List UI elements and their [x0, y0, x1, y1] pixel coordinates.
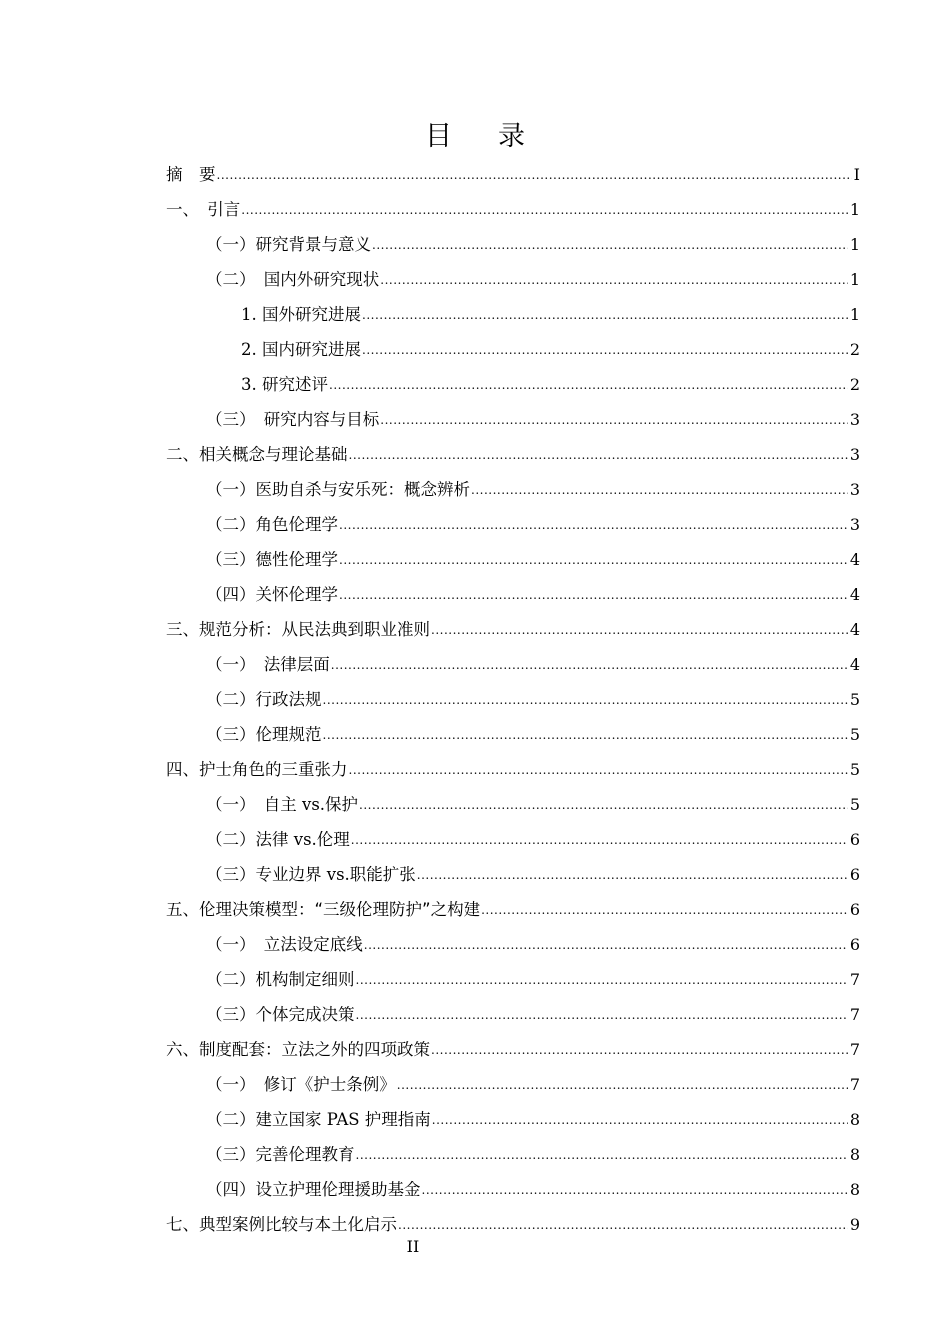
toc-dot-leader — [323, 718, 848, 753]
toc-dot-leader — [356, 963, 848, 998]
toc-entry-page: 4 — [849, 620, 860, 639]
toc-entry[interactable] — [166, 1067, 860, 1102]
toc-entry-label: （一） 立法设定底线 — [206, 935, 363, 954]
toc-entry[interactable] — [166, 612, 860, 647]
page-number: II — [406, 1237, 420, 1256]
toc-dot-leader — [380, 403, 848, 438]
toc-entry-label: （三）德性伦理学 — [206, 550, 338, 569]
table-of-contents — [166, 157, 860, 1242]
toc-dot-leader — [241, 193, 848, 228]
toc-entry-label: （四）关怀伦理学 — [206, 585, 338, 604]
toc-dot-leader — [323, 683, 848, 718]
toc-dot-leader — [339, 543, 848, 578]
toc-entry[interactable] — [166, 332, 860, 367]
toc-entry[interactable] — [166, 577, 860, 612]
toc-entry-page: 9 — [849, 1215, 860, 1234]
toc-entry[interactable] — [166, 1032, 860, 1067]
toc-entry-label: 摘 要 — [166, 165, 216, 184]
toc-entry-label: （三）完善伦理教育 — [206, 1145, 355, 1164]
toc-entry-page: 3 — [849, 410, 860, 429]
toc-dot-leader — [349, 438, 848, 473]
toc-entry-label: （一）研究背景与意义 — [206, 235, 371, 254]
toc-entry-label: 六、制度配套：立法之外的四项政策 — [166, 1040, 430, 1059]
toc-dot-leader — [356, 1138, 848, 1173]
toc-entry-page: 6 — [849, 865, 860, 884]
toc-entry[interactable] — [166, 682, 860, 717]
toc-entry-page: 7 — [849, 1040, 860, 1059]
toc-entry-page: 7 — [849, 1005, 860, 1024]
toc-dot-leader — [359, 788, 848, 823]
toc-entry-page: 2 — [849, 340, 860, 359]
toc-dot-leader — [422, 1173, 848, 1208]
toc-dot-leader — [339, 578, 848, 613]
toc-entry[interactable] — [166, 472, 860, 507]
toc-entry-page: 1 — [849, 305, 860, 324]
toc-entry-label: （二） 国内外研究现状 — [206, 270, 380, 289]
toc-entry-label: （二）法律 vs.伦理 — [206, 830, 350, 849]
toc-entry-label: 三、规范分析：从民法典到职业准则 — [166, 620, 430, 639]
toc-entry-page: 6 — [849, 830, 860, 849]
toc-entry[interactable] — [166, 997, 860, 1032]
toc-entry[interactable] — [166, 752, 860, 787]
toc-entry[interactable] — [166, 227, 860, 262]
toc-entry-page: 5 — [849, 725, 860, 744]
toc-entry-label: 七、典型案例比较与本土化启示 — [166, 1215, 397, 1234]
toc-entry[interactable] — [166, 297, 860, 332]
toc-entry-label: 3. 研究述评 — [241, 375, 328, 394]
toc-dot-leader — [481, 893, 848, 928]
toc-entry-page: 1 — [849, 200, 860, 219]
toc-dot-leader — [362, 298, 848, 333]
toc-entry[interactable] — [166, 717, 860, 752]
toc-entry-label: 2. 国内研究进展 — [241, 340, 361, 359]
toc-entry-page: 8 — [849, 1180, 860, 1199]
toc-entry-page: 6 — [849, 900, 860, 919]
toc-entry[interactable] — [166, 647, 860, 682]
toc-entry-page: 1 — [849, 270, 860, 289]
toc-entry-page: 3 — [849, 445, 860, 464]
toc-entry-page: 8 — [849, 1110, 860, 1129]
toc-entry[interactable] — [166, 787, 860, 822]
toc-entry-page: 4 — [849, 550, 860, 569]
toc-dot-leader — [349, 753, 848, 788]
toc-dot-leader — [356, 998, 848, 1033]
toc-dot-leader — [331, 648, 848, 683]
toc-dot-leader — [362, 333, 848, 368]
toc-title — [0, 114, 950, 153]
toc-entry[interactable] — [166, 437, 860, 472]
toc-entry-page: 7 — [849, 1075, 860, 1094]
toc-dot-leader — [364, 928, 848, 963]
toc-entry-label: 五、伦理决策模型：“三级伦理防护”之构建 — [166, 900, 481, 919]
toc-entry-label: （二）角色伦理学 — [206, 515, 338, 534]
toc-dot-leader — [397, 1068, 848, 1103]
toc-entry[interactable] — [166, 367, 860, 402]
toc-entry-label: （一） 自主 vs.保护 — [206, 795, 359, 814]
toc-entry-label: 二、相关概念与理论基础 — [166, 445, 348, 464]
toc-entry[interactable] — [166, 822, 860, 857]
toc-entry-page: I — [853, 165, 860, 184]
toc-entry[interactable] — [166, 1137, 860, 1172]
toc-entry[interactable] — [166, 542, 860, 577]
toc-entry-page: 3 — [849, 480, 860, 499]
toc-entry[interactable] — [166, 262, 860, 297]
toc-dot-leader — [431, 1033, 848, 1068]
toc-entry-label: 四、护士角色的三重张力 — [166, 760, 348, 779]
toc-entry-page: 4 — [849, 585, 860, 604]
toc-entry-page: 3 — [849, 515, 860, 534]
toc-entry[interactable] — [166, 507, 860, 542]
toc-dot-leader — [380, 263, 848, 298]
toc-entry-label: （三）专业边界 vs.职能扩张 — [206, 865, 416, 884]
toc-entry-label: 1. 国外研究进展 — [241, 305, 361, 324]
toc-entry-label: （三） 研究内容与目标 — [206, 410, 380, 429]
toc-entry-page: 5 — [849, 760, 860, 779]
toc-title-char-1: 目 — [425, 121, 452, 152]
toc-entry-label: （三）伦理规范 — [206, 725, 322, 744]
toc-entry[interactable] — [166, 157, 860, 192]
toc-dot-leader — [417, 858, 848, 893]
toc-entry-page: 1 — [849, 235, 860, 254]
toc-dot-leader — [431, 613, 848, 648]
toc-entry-page: 4 — [849, 655, 860, 674]
toc-entry-page: 2 — [849, 375, 860, 394]
toc-entry-label: （二）建立国家 PAS 护理指南 — [206, 1110, 431, 1129]
toc-entry-label: （二）机构制定细则 — [206, 970, 355, 989]
toc-dot-leader — [372, 228, 848, 263]
toc-dot-leader — [351, 823, 848, 858]
toc-entry[interactable] — [166, 1172, 860, 1207]
toc-entry[interactable] — [166, 927, 860, 962]
toc-entry-label: 一、 引言 — [166, 200, 241, 219]
toc-entry[interactable] — [166, 857, 860, 892]
toc-entry-label: （四）设立护理伦理援助基金 — [206, 1180, 421, 1199]
toc-entry-label: （一） 法律层面 — [206, 655, 330, 674]
toc-entry-label: （一）医助自杀与安乐死：概念辨析 — [206, 480, 470, 499]
toc-dot-leader — [432, 1103, 848, 1138]
toc-entry-page: 5 — [849, 690, 860, 709]
toc-entry-label: （二）行政法规 — [206, 690, 322, 709]
toc-entry-label: （三）个体完成决策 — [206, 1005, 355, 1024]
toc-entry-page: 6 — [849, 935, 860, 954]
toc-entry[interactable] — [166, 402, 860, 437]
toc-dot-leader — [329, 368, 848, 403]
toc-entry[interactable] — [166, 1102, 860, 1137]
toc-dot-leader — [217, 158, 852, 193]
toc-entry[interactable] — [166, 892, 860, 927]
toc-entry-page: 7 — [849, 970, 860, 989]
toc-dot-leader — [339, 508, 848, 543]
toc-entry-page: 5 — [849, 795, 860, 814]
toc-title-char-2: 录 — [498, 121, 525, 152]
toc-dot-leader — [471, 473, 848, 508]
toc-entry-label: （一） 修订《护士条例》 — [206, 1075, 396, 1094]
toc-entry[interactable] — [166, 962, 860, 997]
toc-entry-page: 8 — [849, 1145, 860, 1164]
toc-entry[interactable] — [166, 192, 860, 227]
